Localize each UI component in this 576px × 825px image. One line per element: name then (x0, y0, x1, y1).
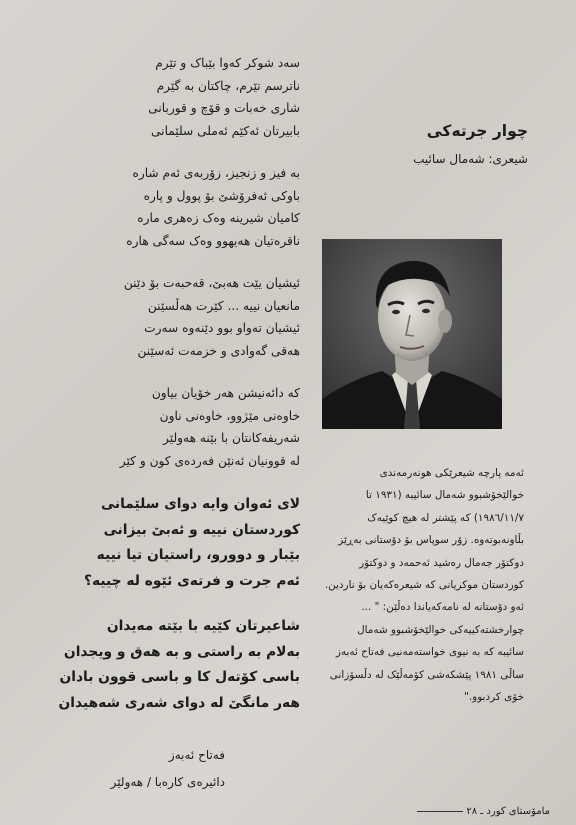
poem-line: مانعیان نییە ... کێرت هەڵسێنن (147, 298, 300, 313)
signature-place: دائیرەی کارەبا / هەولێر (110, 775, 225, 789)
poem-stanza-4 (88, 382, 300, 472)
poem-line: کە دائەنیشن هەر خۆیان بیاون (151, 386, 300, 400)
bio-line: ١٩٨٦/١١/٧) کە پێشتر لە هیچ کوێیەک (367, 511, 524, 524)
poem-line: بەلام بە راستی و بە هەق و ویجدان (63, 643, 300, 660)
poem-line: ئەم جرت و فرتەی ئێوە لە چییە؟ (84, 572, 300, 589)
poem-stanza-3 (88, 272, 300, 362)
poem-line: بابیرتان ئەکێم ئەملی سلێمانی (151, 123, 300, 138)
poem-line: هەر مانگێ لە دوای شەری شەهیدان (58, 694, 300, 711)
bio-line: ئەو دۆستانە لە نامەکەیاندا دەڵێن: " ... (361, 601, 524, 614)
bio-line: ساڵی ١٩٨١ پێشکەشی کۆمەڵێک لە دڵسۆزانی (329, 668, 524, 681)
bio-line: خۆی کردبوو." (464, 691, 524, 704)
footer-text: مامۆستای کورد ـ ٢٨ (466, 806, 550, 817)
portrait-photo (322, 239, 502, 429)
poem-line: خاوەنی مێژوو، خاوەنی ناون (159, 408, 300, 423)
poem-line: لای ئەوان وایە دوای سلێمانی (100, 496, 300, 512)
poem-line: ناترسم تێرم، چاکتان بە گێرم (156, 78, 300, 93)
poem-line: بە فیز و زنجیز، زۆربەی ئەم شارە (132, 166, 300, 180)
poem-line: هەقی گەوادی و خزمەت ئەسێنن (137, 343, 300, 358)
poem-line: سەد شوکر کەوا بێباک و تێرم (155, 56, 300, 70)
page-footer (380, 806, 550, 817)
poem-line: ئیشیان تەواو بوو دێنەوە سەرت (144, 321, 300, 335)
bio-line: ئەمە پارچە شیعرێکی هونەرمەندی (379, 467, 524, 479)
author-line: شیعری: شەمال سائیب (413, 152, 528, 166)
bio-line: سائیبە کە بە نیوی خواستەمەنیی فەتاح ئەبەز (335, 646, 524, 659)
poem-line: باسی کۆتەل کا و باسی قوون بادان (59, 669, 300, 685)
poem-stanza-1 (88, 52, 300, 142)
poem-stanza-2 (88, 162, 300, 252)
poem-line: ئیشیان یێت هەبێ، قەحبەت بۆ دێنن (123, 276, 300, 290)
poem-line: کوردستان نییە و ئەبێ بیزانی (103, 521, 300, 538)
bio-paragraph (304, 462, 524, 708)
poem-line: کامیان شیرینە وەک زەهری مارە (137, 211, 300, 225)
bio-line: چوارخشتەکییەکی خوالێخۆشبوو شەمال (357, 623, 524, 636)
bio-line: دوکتۆر جەمال رەشید ئەحمەد و دوکتۆر (359, 556, 524, 569)
poem-line: ناقرەتیان هەیھوو وەک سەگی هارە (126, 233, 300, 248)
bio-line: بڵاونەبوتەوە. زۆر سوپاس بۆ دۆستانی بەڕێز (338, 534, 524, 547)
bio-line: خوالێخۆشبوو شەمال سائیبە (١٩٣١ تا (365, 489, 524, 502)
footer-rule (417, 811, 463, 812)
signature-name: فەتاح ئەبەز (168, 748, 225, 762)
portrait-image (322, 239, 502, 429)
bio-line: کوردستان موکریانی کە شیعرەکەیان بۆ ناردین. (324, 579, 524, 592)
poem-line: شەریفەکانتان با بێنە هەولێر (163, 431, 300, 445)
poem-line: لە قوونیان ئەنێن فەردەی کون و کێر (119, 453, 300, 468)
signature (85, 742, 225, 796)
poem-line: بێبار و دوورو، راستیان تیا نییە (96, 547, 300, 563)
poem (58, 52, 300, 736)
poem-line: شاعیرتان کێیە با بێتە مەیدان (106, 618, 300, 634)
poem-line: شاری خەبات و قۆچ و قوربانی (148, 101, 300, 115)
poem-stanza-6 (58, 614, 300, 716)
page-title: چوار جرتەکی (426, 122, 528, 140)
poem-line: باوکی ئەفرۆشێ بۆ پوول و پارە (143, 188, 300, 203)
poem-stanza-5 (84, 492, 300, 594)
